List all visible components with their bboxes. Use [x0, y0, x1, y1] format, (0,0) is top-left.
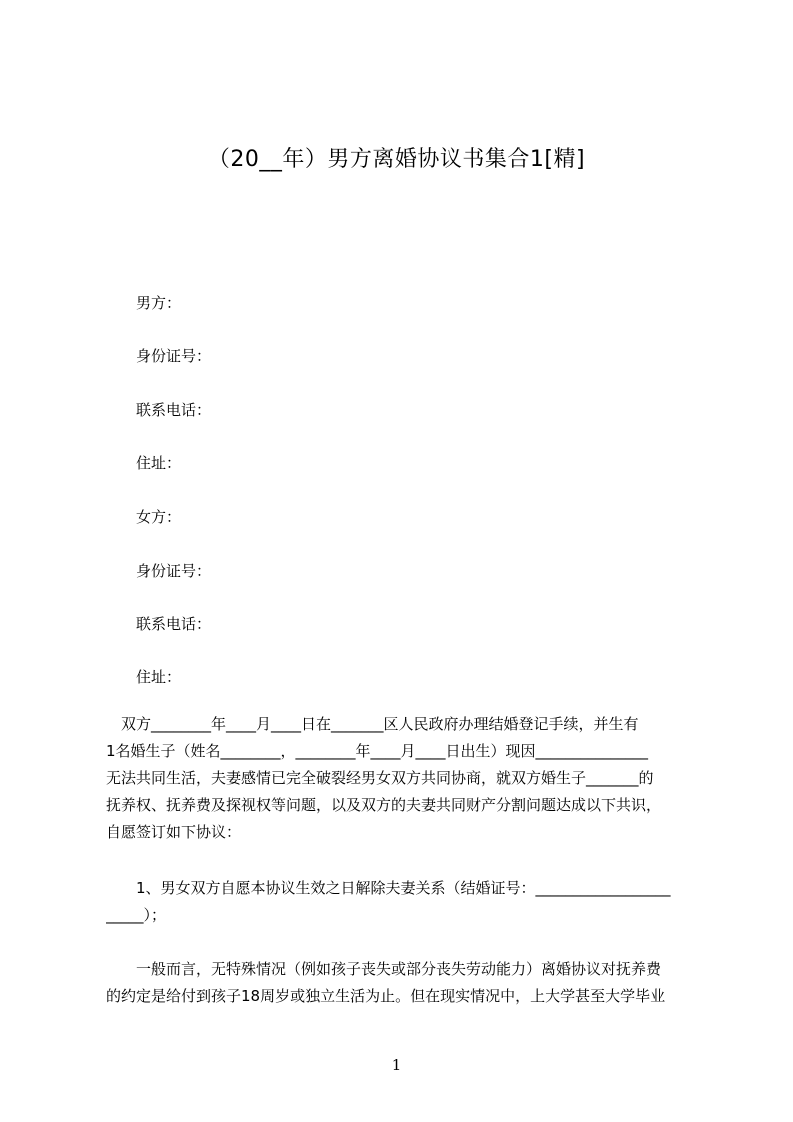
text-line: 自愿签订如下协议：	[106, 823, 242, 841]
field-male-phone: 联系电话：	[136, 401, 212, 419]
text-line: 抚养权、抚养费及探视权等问题，以及双方的夫妻共同财产分割问题达成以下共识，	[106, 796, 662, 814]
text-line: 的约定是给付到孩子18周岁或独立生活为止。但在现实情况中，上大学甚至大学毕业	[106, 987, 666, 1005]
text-line: 1、男女双方自愿本协议生效之日解除夫妻关系（结婚证号：__________________	[106, 879, 671, 897]
field-male-party: 男方：	[136, 294, 182, 312]
field-female-address: 住址：	[136, 668, 182, 686]
field-female-phone: 联系电话：	[136, 615, 212, 633]
text-line: 1名婚生子（姓名________，________年____月____日出生）现因_______________	[106, 742, 649, 760]
paragraph-support-note	[106, 956, 698, 1010]
paragraph-preamble	[106, 711, 698, 846]
field-male-id-number: 身份证号：	[136, 347, 212, 365]
text-line: 一般而言，无特殊情况（例如孩子丧失或部分丧失劳动能力）离婚协议对抚养费	[106, 960, 662, 978]
field-male-address: 住址：	[136, 454, 182, 472]
text-line: _____）；	[106, 906, 167, 924]
field-female-party: 女方：	[136, 508, 182, 526]
text-line: 无法共同生活，夫妻感情已完全破裂经男女双方共同协商，就双方婚生子_______的	[106, 769, 654, 787]
text-line: 双方________年____月____日在_______区人民政府办理结婚登记手续，并生有	[106, 715, 639, 733]
field-female-id-number: 身份证号：	[136, 562, 212, 580]
paragraph-clause-1	[106, 875, 698, 929]
document-title: （20__年）男方离婚协议书集合1[精]	[207, 147, 586, 172]
page-number: 1	[391, 1056, 402, 1074]
